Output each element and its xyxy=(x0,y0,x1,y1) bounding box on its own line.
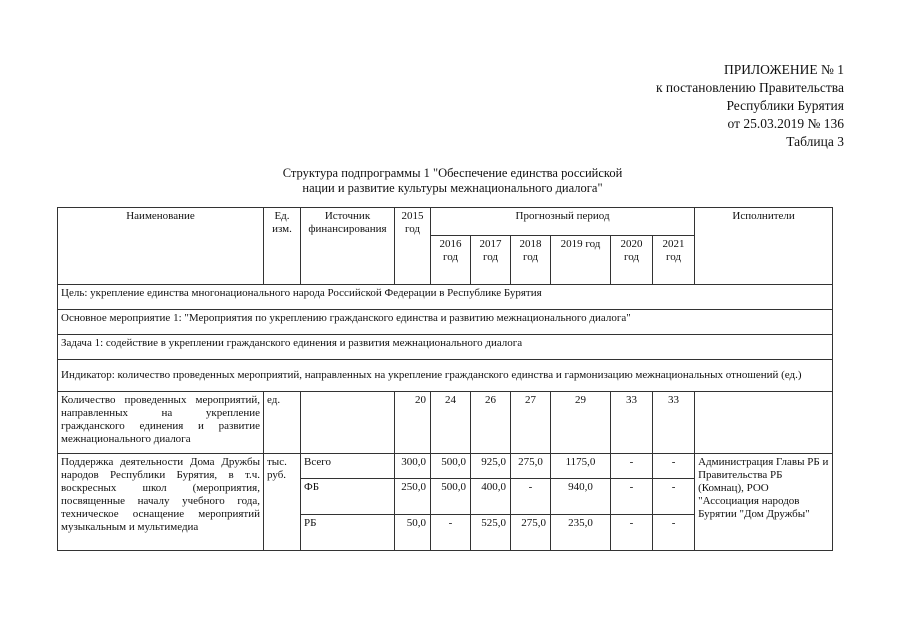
indicator-value: 33 xyxy=(653,392,695,454)
support-value: 1175,0 xyxy=(551,454,611,479)
support-executors: Администрация Главы РБ и Правительства РБ (Комнац), РОО "Ассоциация народов Бурятии "Дом Дружбы" xyxy=(695,454,833,551)
support-value: - xyxy=(611,454,653,479)
support-value: - xyxy=(653,479,695,515)
header-2015: 2015 год xyxy=(395,208,431,285)
support-value: 275,0 xyxy=(511,454,551,479)
indicator-unit: ед. xyxy=(264,392,301,454)
task-row: Задача 1: содействие в укреплении гражданского единения и развития межнационального диалога xyxy=(58,335,833,360)
title-line-2: нации и развитие культуры межнационального диалога" xyxy=(302,181,603,195)
indicator-value: 26 xyxy=(471,392,511,454)
header-year: 2021 год xyxy=(653,236,695,285)
indicator-executors xyxy=(695,392,833,454)
support-value: - xyxy=(611,479,653,515)
header-forecast: Прогнозный период xyxy=(431,208,695,236)
indicator-value: 27 xyxy=(511,392,551,454)
title-line-1: Структура подпрограммы 1 "Обеспечение единства российской xyxy=(282,166,623,180)
support-value: - xyxy=(653,454,695,479)
indicator-value: 33 xyxy=(611,392,653,454)
support-value: 275,0 xyxy=(511,515,551,551)
support-source: Всего xyxy=(301,454,395,479)
support-2015: 50,0 xyxy=(395,515,431,551)
header-name: Наименование xyxy=(58,208,264,285)
appendix-header xyxy=(656,61,844,151)
appendix-date: от 25.03.2019 № 136 xyxy=(727,116,844,131)
support-value: 400,0 xyxy=(471,479,511,515)
support-value: - xyxy=(611,515,653,551)
support-value: 500,0 xyxy=(431,454,471,479)
header-year: 2019 год xyxy=(551,236,611,285)
header-year: 2018 год xyxy=(511,236,551,285)
support-source: РБ xyxy=(301,515,395,551)
header-source: Источник финансирования xyxy=(301,208,395,285)
appendix-table-number: Таблица 3 xyxy=(786,134,844,149)
indicator-2015: 20 xyxy=(395,392,431,454)
header-year: 2016 год xyxy=(431,236,471,285)
appendix-number: ПРИЛОЖЕНИЕ № 1 xyxy=(723,62,844,77)
indicator-row: Индикатор: количество проведенных мероприятий, направленных на укрепление гражданского единства и гармонизацию межнациональных отношений (ед.) xyxy=(58,360,833,392)
support-2015: 250,0 xyxy=(395,479,431,515)
appendix-republic: Республики Бурятия xyxy=(726,98,844,113)
support-name: Поддержка деятельности Дома Дружбы народов Республики Бурятия, в т.ч. воскресных школ (мероприятия, посвященные началу учебного года, техническое оснащение мероприятий музыкальным и мультимедиа xyxy=(58,454,264,551)
document-title xyxy=(0,166,905,196)
main-event-row: Основное мероприятие 1: "Мероприятия по укреплению гражданского единства и развитию межнационального диалога" xyxy=(58,310,833,335)
support-value: 235,0 xyxy=(551,515,611,551)
support-unit: тыс. руб. xyxy=(264,454,301,551)
indicator-name: Количество проведенных мероприятий, направленных на укрепление гражданского единения и развитие межнационального диалога xyxy=(58,392,264,454)
support-value: 940,0 xyxy=(551,479,611,515)
indicator-value: 29 xyxy=(551,392,611,454)
support-value: 500,0 xyxy=(431,479,471,515)
header-executors: Исполнители xyxy=(695,208,833,285)
indicator-source xyxy=(301,392,395,454)
structure-table xyxy=(57,207,833,551)
support-value: 925,0 xyxy=(471,454,511,479)
support-value: - xyxy=(511,479,551,515)
indicator-value: 24 xyxy=(431,392,471,454)
support-source: ФБ xyxy=(301,479,395,515)
header-unit: Ед. изм. xyxy=(264,208,301,285)
header-year: 2020 год xyxy=(611,236,653,285)
support-value: 525,0 xyxy=(471,515,511,551)
support-2015: 300,0 xyxy=(395,454,431,479)
header-year: 2017 год xyxy=(471,236,511,285)
appendix-resolution: к постановлению Правительства xyxy=(655,80,844,95)
support-value: - xyxy=(653,515,695,551)
goal-row: Цель: укрепление единства многонационального народа Российской Федерации в Республике Бурятия xyxy=(58,285,833,310)
support-value: - xyxy=(431,515,471,551)
